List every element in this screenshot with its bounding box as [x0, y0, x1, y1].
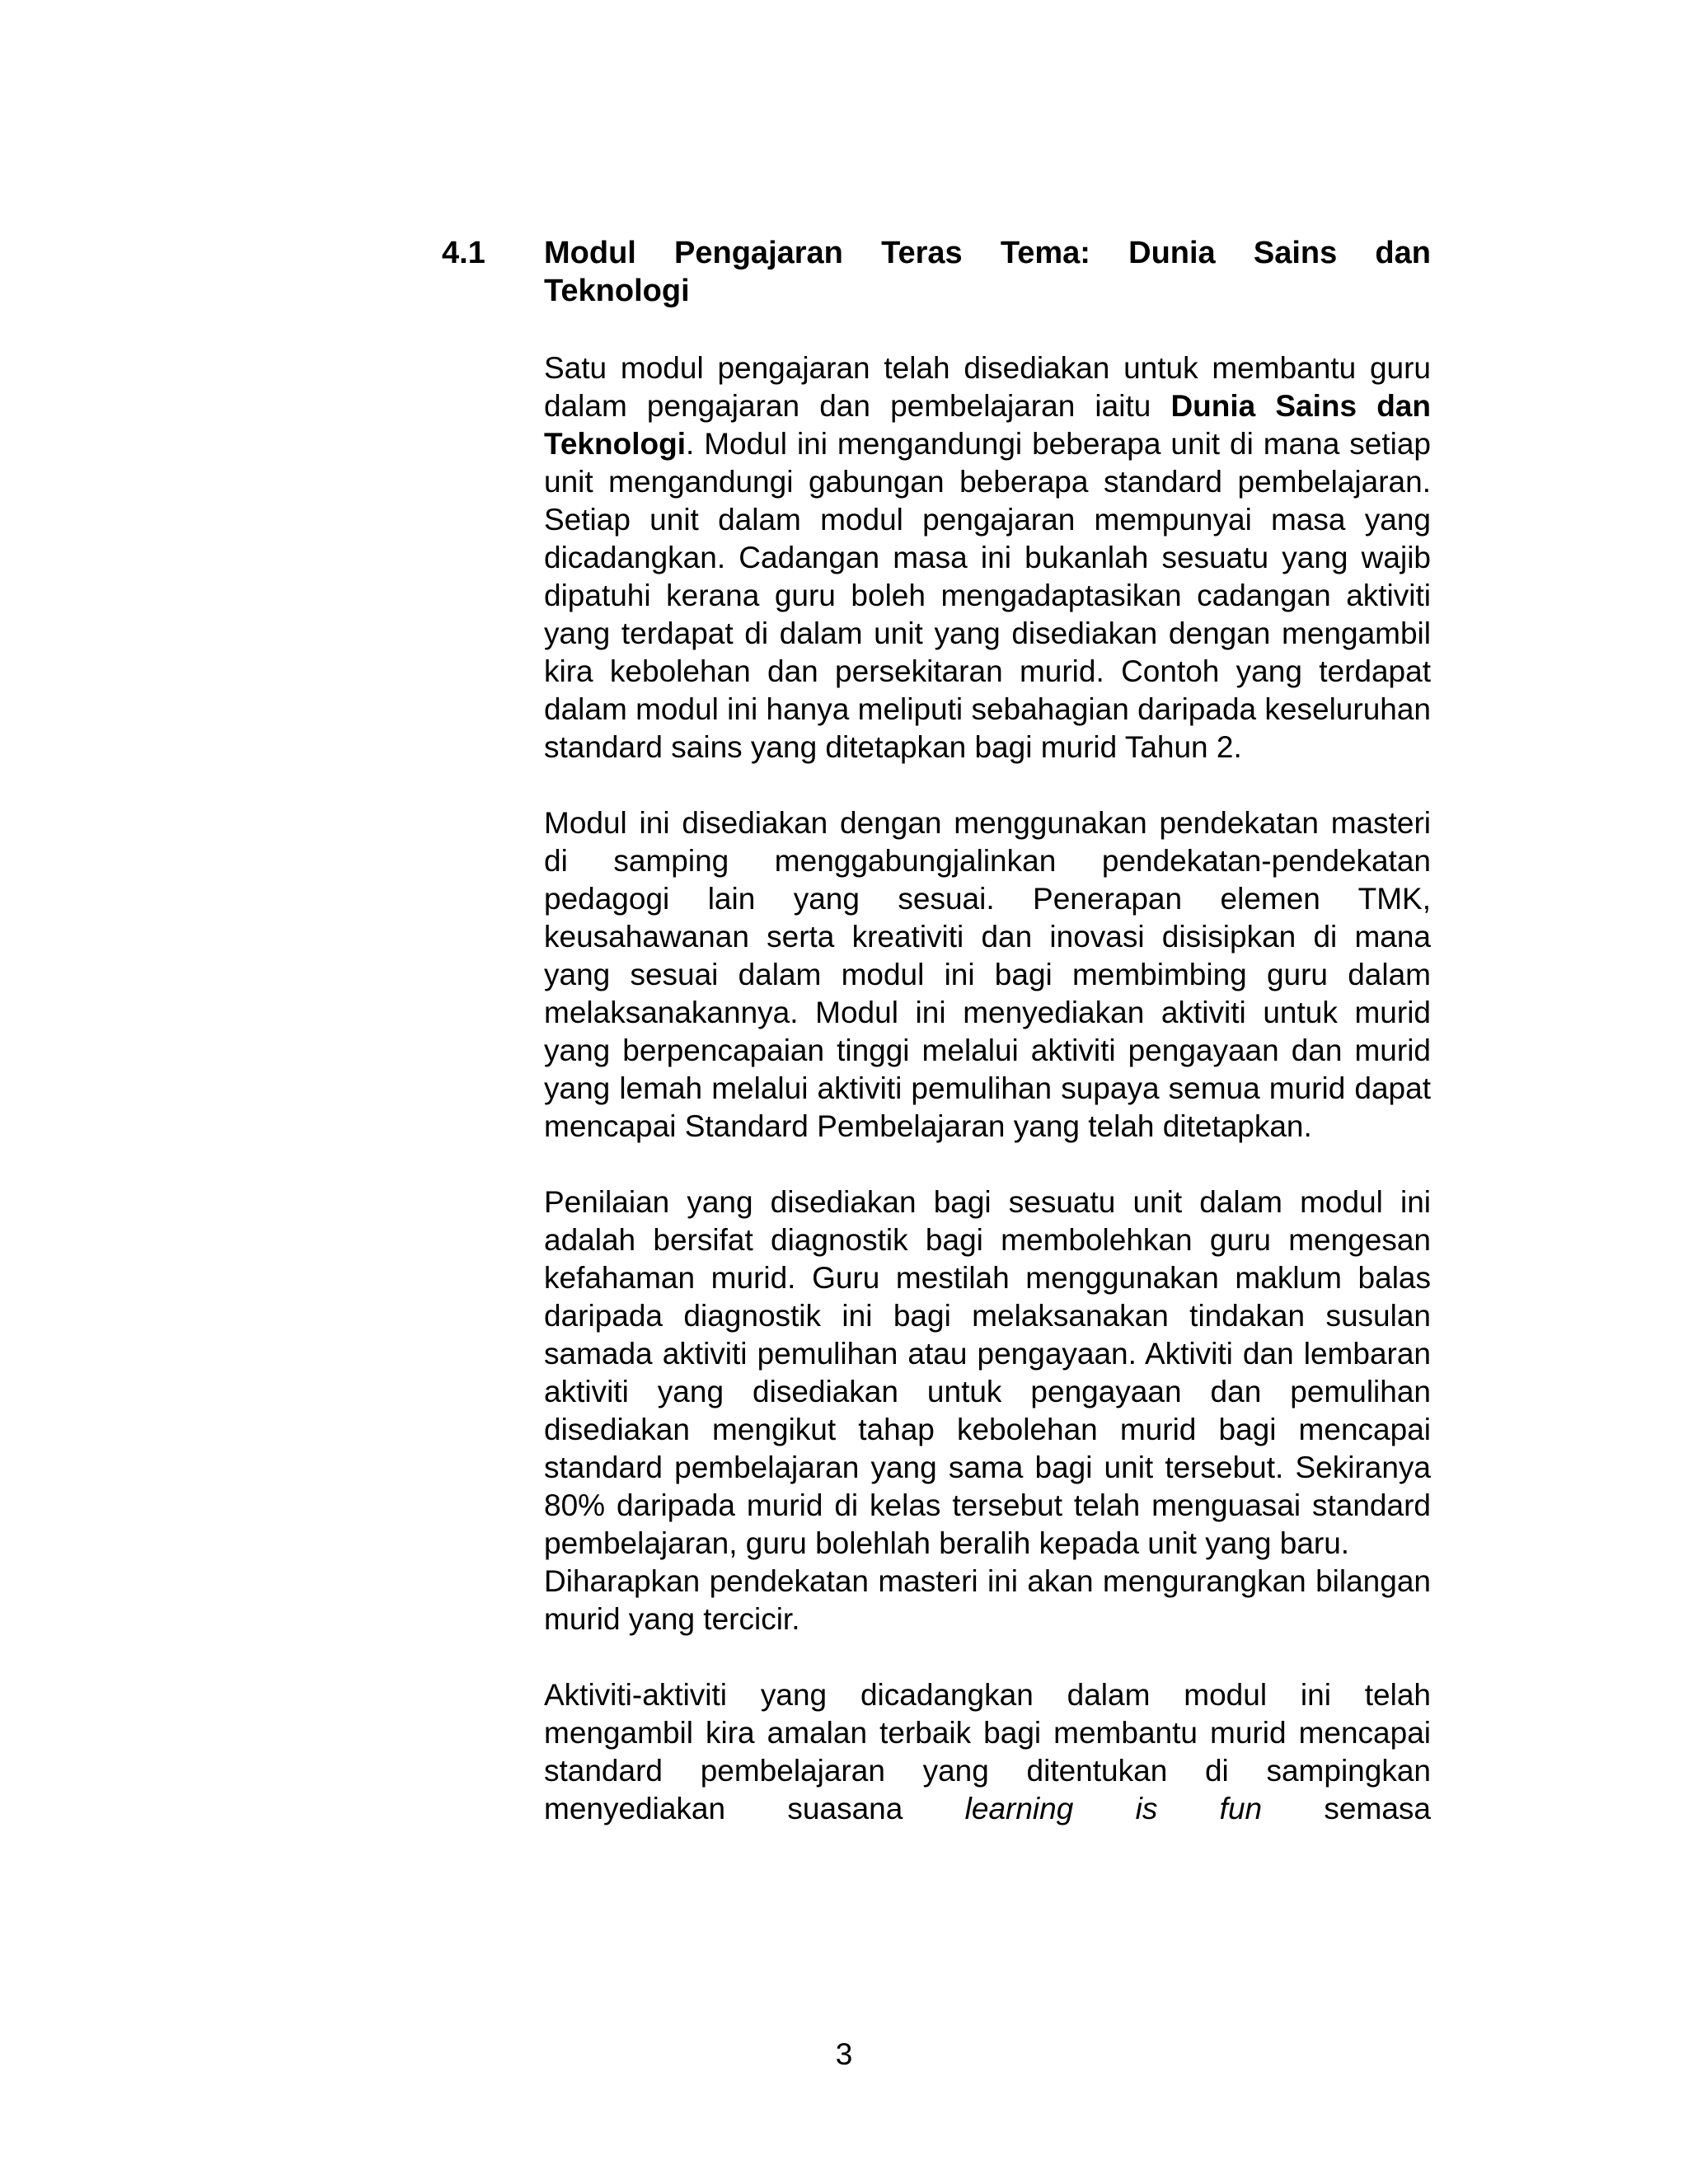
paragraph-1 [544, 349, 1431, 766]
learning-is-fun-italic: learning is fun [964, 1792, 1263, 1825]
section-title-line-1: Modul Pengajaran Teras Tema: Dunia Sains dan [544, 236, 1431, 270]
section-title [544, 234, 1431, 310]
paragraph-3: Penilaian yang disediakan bagi sesuatu unit dalam modul ini adalah bersifat diagnostik bagi membolehkan guru mengesan kefahaman murid. Guru mestilah menggunakan maklum balas daripada diagnostik ini bagi melaksanakan tindakan susulan samada aktiviti pemulihan atau pengayaan. Aktiviti dan lembaran aktiviti yang disediakan untuk pengayaan dan pemulihan disediakan mengikut tahap kebolehan murid bagi mencapai standard pembelajaran yang sama bagi unit tersebut. Sekiranya 80% daripada murid di kelas tersebut telah menguasai standard pembelajaran, guru bolehlah beralih kepada unit yang baru. [544, 1185, 1431, 1560]
module-title-bold: Dunia Sains dan Teknologi [544, 389, 1431, 461]
paragraph-3-continuation: Diharapkan pendekatan masteri ini akan mengurangkan bilangan murid yang tercicir. [544, 1564, 1431, 1636]
paragraph-4 [544, 1676, 1431, 1828]
paragraph-1-text-start: Satu modul pengajaran telah disediakan untuk membantu guru dalam pengajaran dan pembelajaran iaitu [544, 351, 1431, 423]
paragraph-4-text-start: Aktiviti-aktiviti yang dicadangkan dalam modul ini telah mengambil kira amalan terbaik bagi membantu murid mencapai standard pembelajaran yang ditentukan di sampingkan menyediakan suasana [544, 1678, 1431, 1825]
paragraph-1-text-end: . Modul ini mengandungi beberapa unit di mana setiap unit mengandungi gabungan beberapa standard pembelajaran. Setiap unit dalam modul pengajaran mempunyai masa yang dicadangkan. Cadangan masa ini bukanlah sesuatu yang wajib dipatuhi kerana guru boleh mengadaptasikan cadangan aktiviti yang terdapat di dalam unit yang disediakan dengan mengambil kira kebolehan dan persekitaran murid. Contoh yang terdapat dalam modul ini hanya meliputi sebahagian daripada keseluruhan standard sains yang ditetapkan bagi murid Tahun 2. [544, 427, 1431, 764]
body-text [544, 349, 1431, 1866]
paragraph-2: Modul ini disediakan dengan menggunakan pendekatan masteri di samping menggabungjalinkan pendekatan-pendekatan pedagogi lain yang sesuai. Penerapan elemen TMK, keusahawanan serta kreativiti dan inovasi disisipkan di mana yang sesuai dalam modul ini bagi membimbing guru dalam melaksanakannya. Modul ini menyediakan aktiviti untuk murid yang berpencapaian tinggi melalui aktiviti pengayaan dan murid yang lemah melalui aktiviti pemulihan supaya semua murid dapat mencapai Standard Pembelajaran yang telah ditetapkan. [544, 806, 1431, 1143]
section-number: 4.1 [442, 236, 485, 270]
paragraph-4-text-end: semasa [1262, 1792, 1431, 1825]
section-title-line-2: Teknologi [544, 274, 690, 308]
page-number: 3 [835, 2037, 853, 2071]
